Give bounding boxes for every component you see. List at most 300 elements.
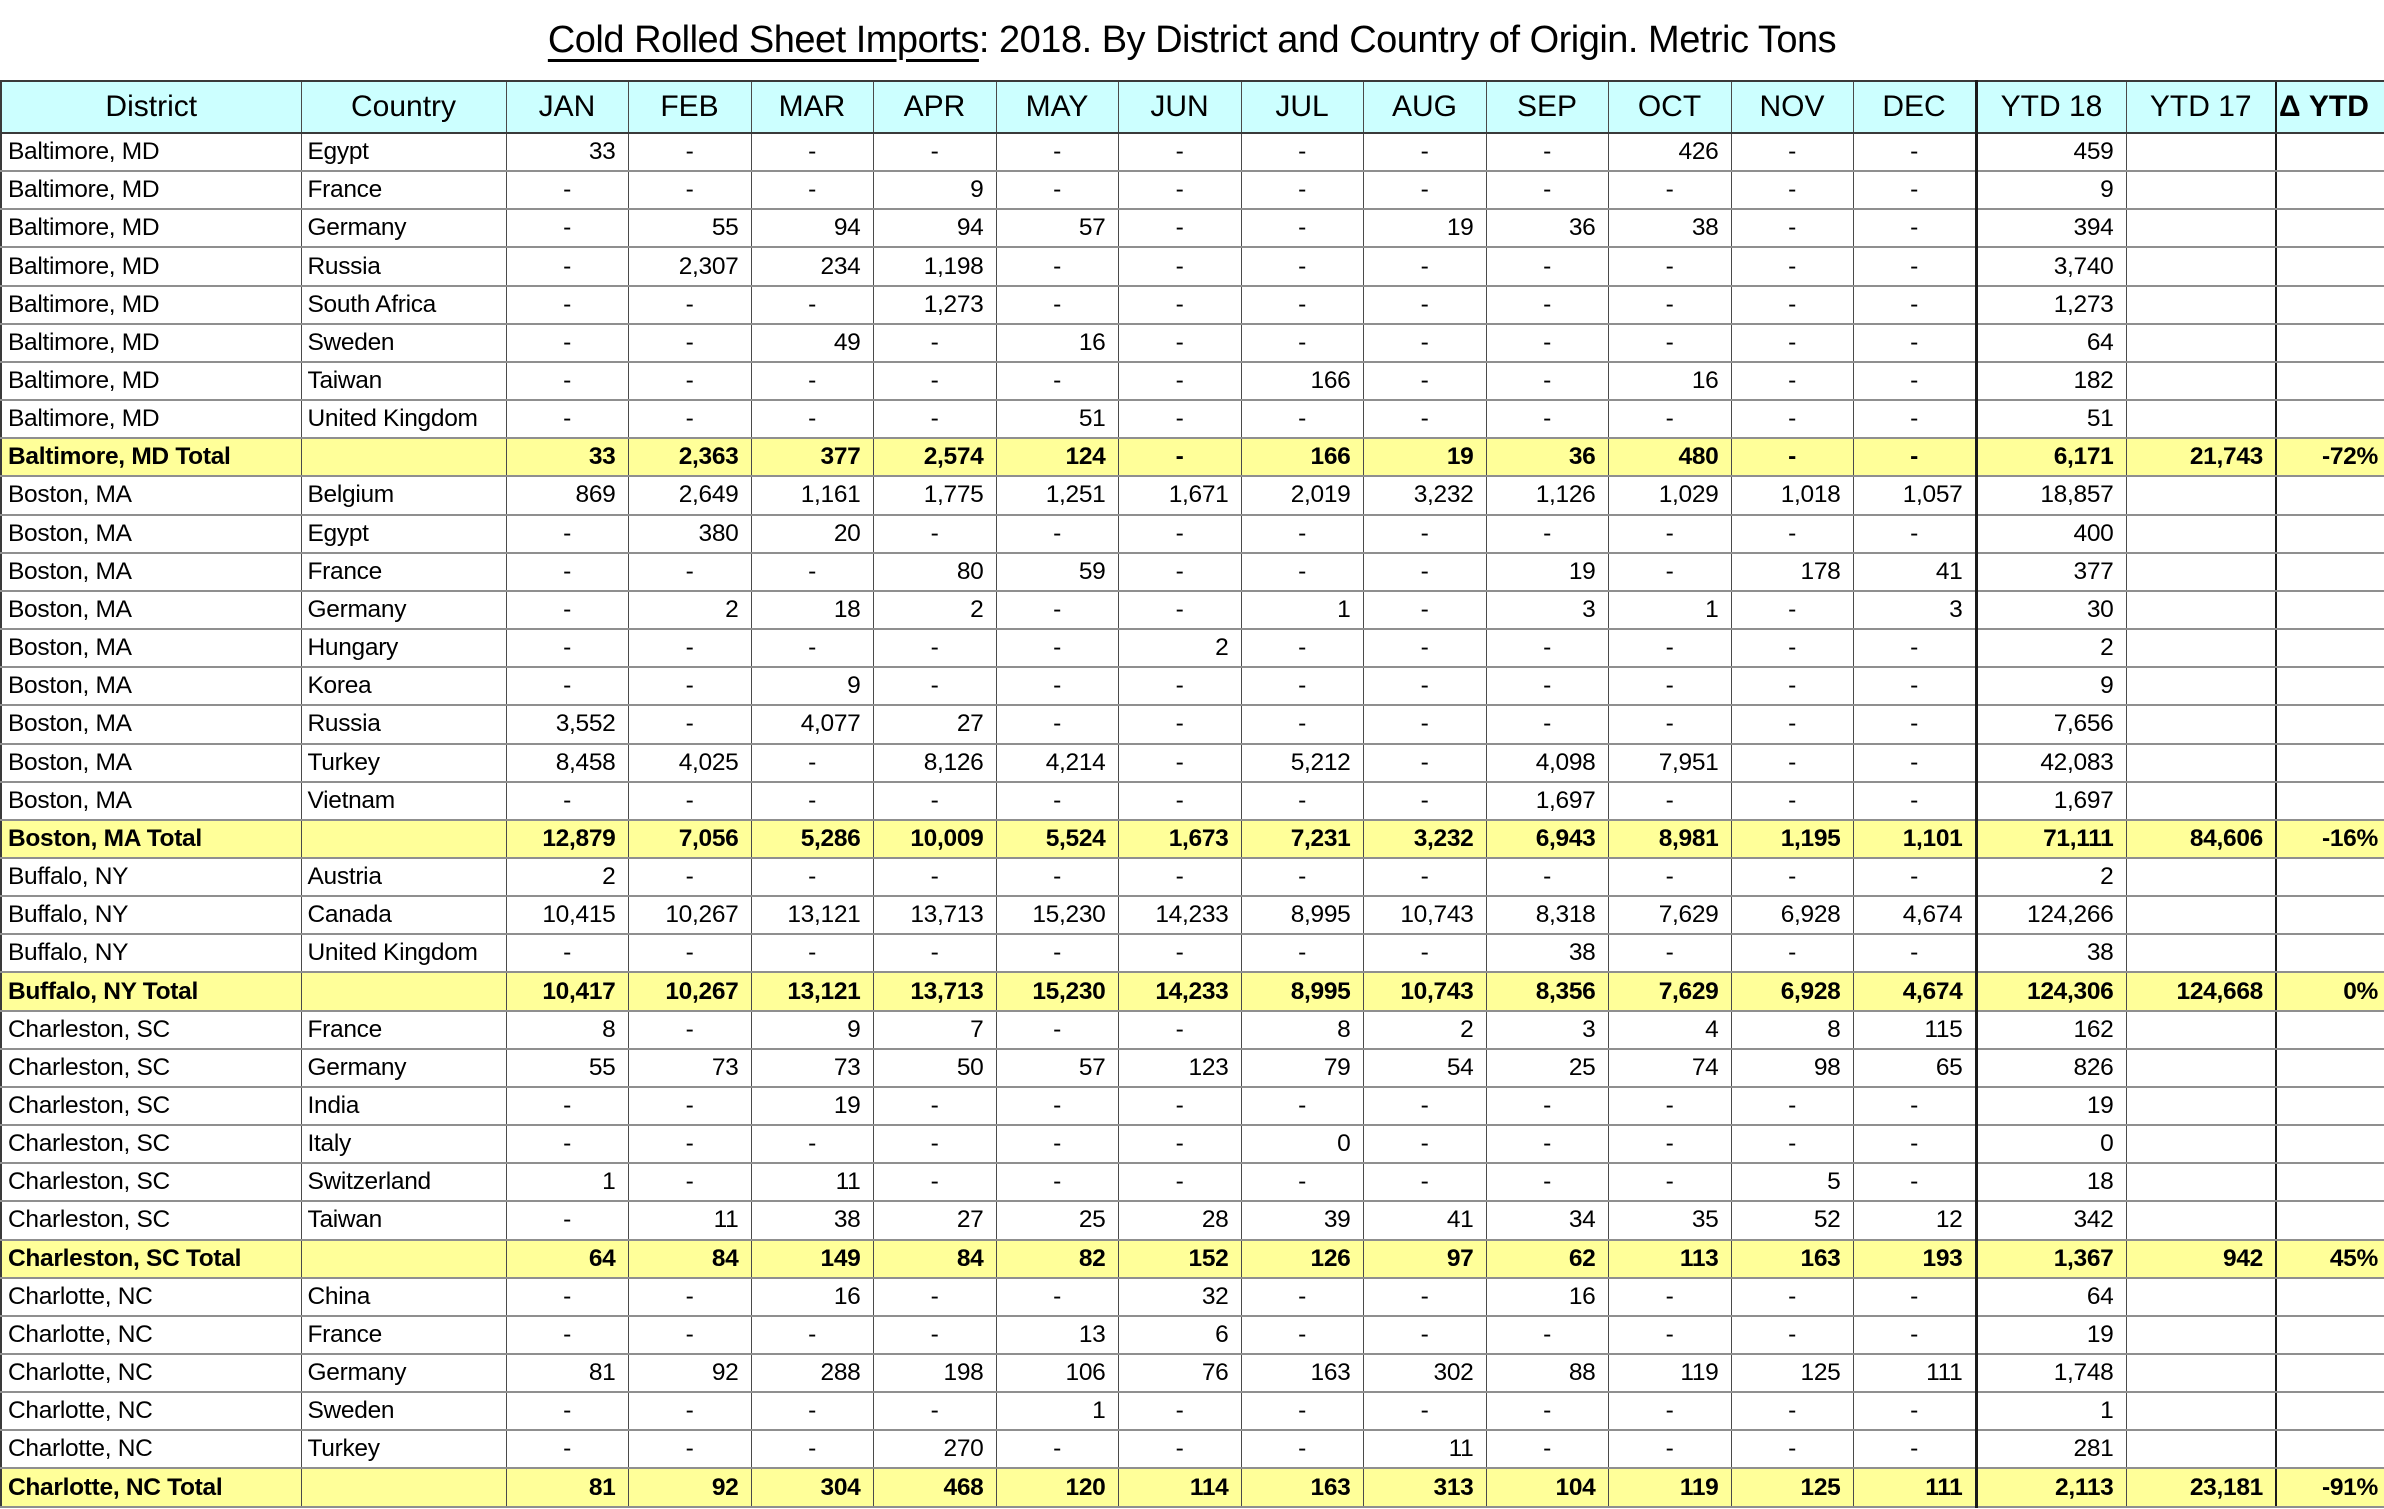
jun-cell: - <box>1118 591 1241 629</box>
dec-cell: 65 <box>1853 1049 1976 1087</box>
ytd18-cell: 71,111 <box>1976 820 2126 858</box>
apr-cell: 27 <box>873 705 996 743</box>
aug-cell: 3,232 <box>1363 476 1486 514</box>
sep-cell: 36 <box>1486 209 1608 247</box>
sep-cell: 8,356 <box>1486 972 1608 1010</box>
oct-cell: - <box>1608 1430 1731 1468</box>
jul-cell: - <box>1241 1392 1363 1430</box>
column-header-delta-ytd: Δ YTD <box>2276 81 2384 133</box>
oct-cell: - <box>1608 324 1731 362</box>
aug-cell: 313 <box>1363 1468 1486 1507</box>
delta-ytd-cell <box>2276 1201 2384 1239</box>
aug-cell: - <box>1363 247 1486 285</box>
jan-cell: - <box>506 782 628 820</box>
apr-cell: 270 <box>873 1430 996 1468</box>
jan-cell: 55 <box>506 1049 628 1087</box>
ytd18-cell: 7,656 <box>1976 705 2126 743</box>
aug-cell: - <box>1363 553 1486 591</box>
ytd17-cell <box>2126 1392 2276 1430</box>
feb-cell: - <box>628 324 751 362</box>
mar-cell: 9 <box>751 1011 873 1049</box>
country-cell: India <box>301 1087 506 1125</box>
district-cell: Charleston, SC <box>1 1087 301 1125</box>
may-cell: - <box>996 934 1118 972</box>
ytd17-cell <box>2126 171 2276 209</box>
dec-cell: - <box>1853 1087 1976 1125</box>
district-cell: Charleston, SC <box>1 1125 301 1163</box>
table-total-row <box>1 972 2384 1010</box>
oct-cell: 74 <box>1608 1049 1731 1087</box>
oct-cell: 38 <box>1608 209 1731 247</box>
delta-ytd-cell <box>2276 1125 2384 1163</box>
apr-cell: - <box>873 1278 996 1316</box>
aug-cell: - <box>1363 1125 1486 1163</box>
jan-cell: - <box>506 1201 628 1239</box>
oct-cell: - <box>1608 934 1731 972</box>
ytd18-cell: 42,083 <box>1976 744 2126 782</box>
apr-cell: - <box>873 1125 996 1163</box>
ytd18-cell: 2,113 <box>1976 1468 2126 1507</box>
sep-cell: - <box>1486 1392 1608 1430</box>
aug-cell: 2 <box>1363 1011 1486 1049</box>
sep-cell: - <box>1486 171 1608 209</box>
oct-cell: - <box>1608 1125 1731 1163</box>
aug-cell: - <box>1363 515 1486 553</box>
feb-cell: 2,649 <box>628 476 751 514</box>
ytd18-cell: 124,306 <box>1976 972 2126 1010</box>
ytd18-cell: 182 <box>1976 362 2126 400</box>
apr-cell: - <box>873 934 996 972</box>
nov-cell: - <box>1731 1430 1853 1468</box>
delta-ytd-cell <box>2276 858 2384 896</box>
nov-cell: 125 <box>1731 1468 1853 1507</box>
ytd18-cell: 1,273 <box>1976 286 2126 324</box>
jun-cell: 1,673 <box>1118 820 1241 858</box>
table-row <box>1 858 2384 896</box>
feb-cell: 2,307 <box>628 247 751 285</box>
mar-cell: 5,286 <box>751 820 873 858</box>
mar-cell: 1,161 <box>751 476 873 514</box>
ytd17-cell <box>2126 1011 2276 1049</box>
table-row <box>1 1316 2384 1354</box>
may-cell: - <box>996 171 1118 209</box>
ytd18-cell: 2 <box>1976 629 2126 667</box>
country-cell: Vietnam <box>301 782 506 820</box>
ytd17-cell <box>2126 515 2276 553</box>
dec-cell: - <box>1853 629 1976 667</box>
sep-cell: - <box>1486 1125 1608 1163</box>
jun-cell: - <box>1118 1011 1241 1049</box>
nov-cell: - <box>1731 286 1853 324</box>
may-cell: 124 <box>996 438 1118 476</box>
sep-cell: - <box>1486 1087 1608 1125</box>
aug-cell: 54 <box>1363 1049 1486 1087</box>
table-row <box>1 286 2384 324</box>
jul-cell: - <box>1241 133 1363 171</box>
sep-cell: - <box>1486 286 1608 324</box>
table-row <box>1 476 2384 514</box>
mar-cell: - <box>751 934 873 972</box>
jun-cell: 14,233 <box>1118 896 1241 934</box>
table-row <box>1 1392 2384 1430</box>
may-cell: - <box>996 515 1118 553</box>
delta-ytd-cell <box>2276 133 2384 171</box>
oct-cell: - <box>1608 515 1731 553</box>
feb-cell: - <box>628 1125 751 1163</box>
ytd17-cell <box>2126 1430 2276 1468</box>
sep-cell: - <box>1486 362 1608 400</box>
country-cell <box>301 820 506 858</box>
jul-cell: - <box>1241 667 1363 705</box>
country-cell: Belgium <box>301 476 506 514</box>
jun-cell: - <box>1118 515 1241 553</box>
table-row <box>1 744 2384 782</box>
dec-cell: - <box>1853 1125 1976 1163</box>
jul-cell: 79 <box>1241 1049 1363 1087</box>
table-row <box>1 171 2384 209</box>
country-cell: Russia <box>301 705 506 743</box>
jan-cell: - <box>506 1316 628 1354</box>
aug-cell: 3,232 <box>1363 820 1486 858</box>
feb-cell: - <box>628 1278 751 1316</box>
may-cell: - <box>996 1430 1118 1468</box>
district-cell: Charleston, SC <box>1 1201 301 1239</box>
may-cell: 5,524 <box>996 820 1118 858</box>
sep-cell: - <box>1486 705 1608 743</box>
column-header-dec: DEC <box>1853 81 1976 133</box>
country-cell: Russia <box>301 247 506 285</box>
jul-cell: 166 <box>1241 362 1363 400</box>
may-cell: - <box>996 858 1118 896</box>
ytd18-cell: 394 <box>1976 209 2126 247</box>
mar-cell: 49 <box>751 324 873 362</box>
district-cell: Baltimore, MD <box>1 171 301 209</box>
oct-cell: - <box>1608 171 1731 209</box>
mar-cell: 13,121 <box>751 896 873 934</box>
column-header-sep: SEP <box>1486 81 1608 133</box>
ytd17-cell: 124,668 <box>2126 972 2276 1010</box>
mar-cell: 9 <box>751 667 873 705</box>
ytd18-cell: 64 <box>1976 324 2126 362</box>
jul-cell: - <box>1241 324 1363 362</box>
jul-cell: 163 <box>1241 1354 1363 1392</box>
ytd18-cell: 2 <box>1976 858 2126 896</box>
ytd17-cell: 942 <box>2126 1240 2276 1278</box>
ytd17-cell <box>2126 896 2276 934</box>
delta-ytd-cell <box>2276 171 2384 209</box>
ytd17-cell <box>2126 1049 2276 1087</box>
oct-cell: 4 <box>1608 1011 1731 1049</box>
feb-cell: - <box>628 1011 751 1049</box>
sep-cell: - <box>1486 1163 1608 1201</box>
dec-cell: - <box>1853 1278 1976 1316</box>
sep-cell: - <box>1486 1430 1608 1468</box>
dec-cell: - <box>1853 1316 1976 1354</box>
nov-cell: - <box>1731 858 1853 896</box>
apr-cell: 13,713 <box>873 896 996 934</box>
jan-cell: - <box>506 591 628 629</box>
ytd17-cell <box>2126 744 2276 782</box>
country-cell: Germany <box>301 209 506 247</box>
may-cell: 25 <box>996 1201 1118 1239</box>
ytd18-cell: 18 <box>1976 1163 2126 1201</box>
may-cell: 4,214 <box>996 744 1118 782</box>
table-row <box>1 1430 2384 1468</box>
table-row <box>1 209 2384 247</box>
nov-cell: 6,928 <box>1731 896 1853 934</box>
oct-cell: - <box>1608 1087 1731 1125</box>
sep-cell: 34 <box>1486 1201 1608 1239</box>
nov-cell: 6,928 <box>1731 972 1853 1010</box>
dec-cell: - <box>1853 1163 1976 1201</box>
delta-ytd-cell <box>2276 744 2384 782</box>
ytd17-cell <box>2126 133 2276 171</box>
jun-cell: 76 <box>1118 1354 1241 1392</box>
district-cell: Boston, MA <box>1 591 301 629</box>
nov-cell: - <box>1731 1278 1853 1316</box>
aug-cell: - <box>1363 133 1486 171</box>
ytd17-cell <box>2126 1087 2276 1125</box>
aug-cell: - <box>1363 934 1486 972</box>
dec-cell: - <box>1853 286 1976 324</box>
apr-cell: 84 <box>873 1240 996 1278</box>
sep-cell: 38 <box>1486 934 1608 972</box>
nov-cell: - <box>1731 934 1853 972</box>
jul-cell: - <box>1241 782 1363 820</box>
table-row <box>1 1087 2384 1125</box>
may-cell: - <box>996 133 1118 171</box>
jul-cell: 8,995 <box>1241 896 1363 934</box>
table-row <box>1 934 2384 972</box>
sep-cell: 104 <box>1486 1468 1608 1507</box>
ytd18-cell: 30 <box>1976 591 2126 629</box>
aug-cell: - <box>1363 782 1486 820</box>
apr-cell: 1,198 <box>873 247 996 285</box>
delta-ytd-cell <box>2276 591 2384 629</box>
feb-cell: 11 <box>628 1201 751 1239</box>
dec-cell: 115 <box>1853 1011 1976 1049</box>
aug-cell: - <box>1363 1392 1486 1430</box>
jul-cell: - <box>1241 286 1363 324</box>
jun-cell: - <box>1118 438 1241 476</box>
column-header-aug: AUG <box>1363 81 1486 133</box>
aug-cell: 97 <box>1363 1240 1486 1278</box>
ytd17-cell: 21,743 <box>2126 438 2276 476</box>
column-header-feb: FEB <box>628 81 751 133</box>
sep-cell: 3 <box>1486 591 1608 629</box>
jun-cell: - <box>1118 1430 1241 1468</box>
district-cell: Charlotte, NC Total <box>1 1468 301 1507</box>
ytd18-cell: 6,171 <box>1976 438 2126 476</box>
sep-cell: - <box>1486 133 1608 171</box>
country-cell: Sweden <box>301 1392 506 1430</box>
sep-cell: 16 <box>1486 1278 1608 1316</box>
jun-cell: - <box>1118 934 1241 972</box>
district-cell: Baltimore, MD <box>1 362 301 400</box>
table-row <box>1 400 2384 438</box>
table-row <box>1 667 2384 705</box>
oct-cell: - <box>1608 782 1731 820</box>
ytd17-cell <box>2126 591 2276 629</box>
district-cell: Charlotte, NC <box>1 1392 301 1430</box>
may-cell: 13 <box>996 1316 1118 1354</box>
apr-cell: - <box>873 1087 996 1125</box>
apr-cell: - <box>873 1392 996 1430</box>
jan-cell: 64 <box>506 1240 628 1278</box>
country-cell: Taiwan <box>301 1201 506 1239</box>
jun-cell: - <box>1118 1125 1241 1163</box>
mar-cell: 19 <box>751 1087 873 1125</box>
column-header-oct: OCT <box>1608 81 1731 133</box>
oct-cell: 1,029 <box>1608 476 1731 514</box>
mar-cell: - <box>751 1430 873 1468</box>
sep-cell: 4,098 <box>1486 744 1608 782</box>
jan-cell: - <box>506 400 628 438</box>
may-cell: 57 <box>996 209 1118 247</box>
feb-cell: - <box>628 629 751 667</box>
dec-cell: - <box>1853 400 1976 438</box>
table-row <box>1 1201 2384 1239</box>
may-cell: 106 <box>996 1354 1118 1392</box>
delta-ytd-cell <box>2276 1278 2384 1316</box>
country-cell: Canada <box>301 896 506 934</box>
sep-cell: - <box>1486 667 1608 705</box>
jan-cell: 10,417 <box>506 972 628 1010</box>
feb-cell: - <box>628 133 751 171</box>
nov-cell: 178 <box>1731 553 1853 591</box>
ytd17-cell: 23,181 <box>2126 1468 2276 1507</box>
jun-cell: - <box>1118 1392 1241 1430</box>
nov-cell: - <box>1731 133 1853 171</box>
may-cell: - <box>996 362 1118 400</box>
country-cell: Turkey <box>301 744 506 782</box>
jul-cell: 8,995 <box>1241 972 1363 1010</box>
ytd17-cell <box>2126 247 2276 285</box>
feb-cell: - <box>628 934 751 972</box>
oct-cell: - <box>1608 629 1731 667</box>
jun-cell: - <box>1118 133 1241 171</box>
country-cell: France <box>301 1011 506 1049</box>
aug-cell: 302 <box>1363 1354 1486 1392</box>
district-cell: Charlotte, NC <box>1 1354 301 1392</box>
delta-ytd-cell: -91% <box>2276 1468 2384 1507</box>
ytd18-cell: 342 <box>1976 1201 2126 1239</box>
table-row <box>1 362 2384 400</box>
feb-cell: 7,056 <box>628 820 751 858</box>
feb-cell: - <box>628 667 751 705</box>
column-header-apr: APR <box>873 81 996 133</box>
jun-cell: - <box>1118 782 1241 820</box>
district-cell: Charlotte, NC <box>1 1316 301 1354</box>
district-cell: Boston, MA <box>1 515 301 553</box>
table-row <box>1 1049 2384 1087</box>
apr-cell: 198 <box>873 1354 996 1392</box>
sep-cell: 8,318 <box>1486 896 1608 934</box>
ytd17-cell <box>2126 362 2276 400</box>
feb-cell: 2,363 <box>628 438 751 476</box>
sep-cell: - <box>1486 324 1608 362</box>
column-header-country: Country <box>301 81 506 133</box>
country-cell: Austria <box>301 858 506 896</box>
dec-cell: - <box>1853 438 1976 476</box>
aug-cell: - <box>1363 744 1486 782</box>
country-cell: Egypt <box>301 133 506 171</box>
nov-cell: - <box>1731 1125 1853 1163</box>
jun-cell: - <box>1118 247 1241 285</box>
feb-cell: 2 <box>628 591 751 629</box>
feb-cell: 55 <box>628 209 751 247</box>
ytd18-cell: 18,857 <box>1976 476 2126 514</box>
delta-ytd-cell: -72% <box>2276 438 2384 476</box>
may-cell: 15,230 <box>996 972 1118 1010</box>
country-cell: South Africa <box>301 286 506 324</box>
nov-cell: - <box>1731 1087 1853 1125</box>
district-cell: Boston, MA <box>1 744 301 782</box>
table-row <box>1 515 2384 553</box>
jul-cell: - <box>1241 1087 1363 1125</box>
country-cell: United Kingdom <box>301 934 506 972</box>
table-total-row <box>1 438 2384 476</box>
ytd17-cell <box>2126 629 2276 667</box>
table-row <box>1 324 2384 362</box>
jun-cell: 32 <box>1118 1278 1241 1316</box>
ytd17-cell <box>2126 705 2276 743</box>
feb-cell: - <box>628 858 751 896</box>
may-cell: 57 <box>996 1049 1118 1087</box>
jul-cell: - <box>1241 553 1363 591</box>
jul-cell: 163 <box>1241 1468 1363 1507</box>
sep-cell: - <box>1486 400 1608 438</box>
sep-cell: - <box>1486 858 1608 896</box>
ytd18-cell: 1,697 <box>1976 782 2126 820</box>
delta-ytd-cell <box>2276 286 2384 324</box>
column-header-may: MAY <box>996 81 1118 133</box>
district-cell: Charlotte, NC <box>1 1278 301 1316</box>
dec-cell: - <box>1853 247 1976 285</box>
district-cell: Baltimore, MD <box>1 286 301 324</box>
feb-cell: - <box>628 705 751 743</box>
table-row <box>1 1125 2384 1163</box>
sep-cell: - <box>1486 629 1608 667</box>
apr-cell: - <box>873 1316 996 1354</box>
jul-cell: - <box>1241 515 1363 553</box>
ytd17-cell <box>2126 1125 2276 1163</box>
jul-cell: - <box>1241 858 1363 896</box>
table-row <box>1 1278 2384 1316</box>
jul-cell: 2,019 <box>1241 476 1363 514</box>
delta-ytd-cell <box>2276 1087 2384 1125</box>
delta-ytd-cell <box>2276 896 2384 934</box>
oct-cell: 426 <box>1608 133 1731 171</box>
apr-cell: 10,009 <box>873 820 996 858</box>
ytd17-cell <box>2126 400 2276 438</box>
delta-ytd-cell <box>2276 476 2384 514</box>
aug-cell: 11 <box>1363 1430 1486 1468</box>
dec-cell: - <box>1853 133 1976 171</box>
oct-cell: 1 <box>1608 591 1731 629</box>
dec-cell: - <box>1853 362 1976 400</box>
aug-cell: - <box>1363 629 1486 667</box>
mar-cell: - <box>751 286 873 324</box>
oct-cell: - <box>1608 858 1731 896</box>
ytd17-cell <box>2126 1316 2276 1354</box>
jul-cell: - <box>1241 1316 1363 1354</box>
mar-cell: - <box>751 1125 873 1163</box>
table-row <box>1 629 2384 667</box>
jul-cell: - <box>1241 1163 1363 1201</box>
apr-cell: 2 <box>873 591 996 629</box>
ytd18-cell: 9 <box>1976 171 2126 209</box>
